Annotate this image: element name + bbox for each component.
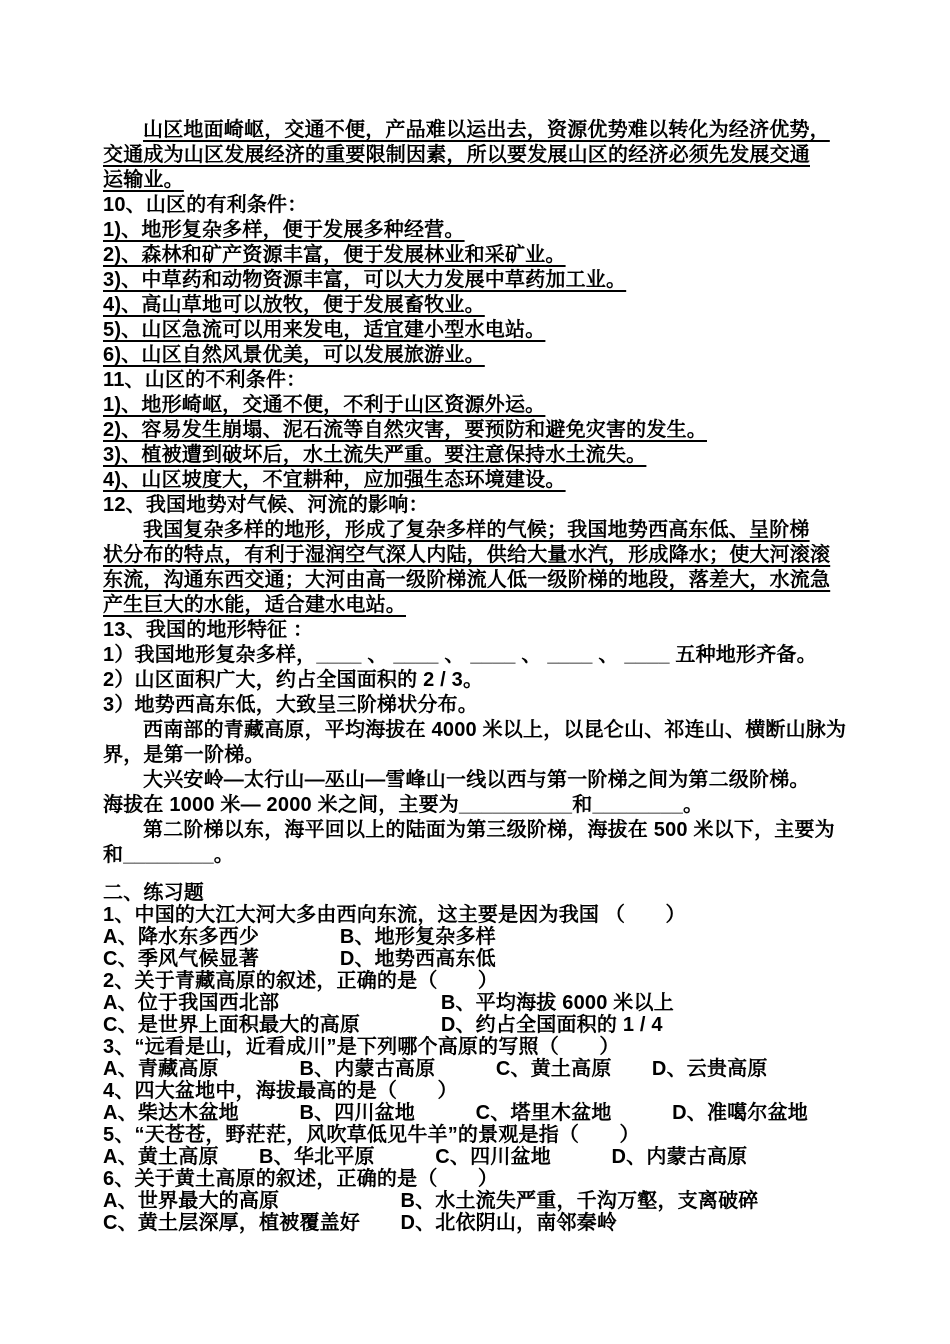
doc-line: 2）山区面积广大，约占全国面积的 2 / 3。: [103, 669, 484, 691]
doc-line: 界，是第一阶梯。: [103, 744, 265, 766]
doc-line: C、季风气候显著 D、地势西高东低: [103, 948, 496, 970]
doc-line: 6、关于黄土高原的叙述，正确的是（ ）: [103, 1168, 499, 1190]
doc-line: 4)、高山草地可以放牧，便于发展畜牧业。: [103, 294, 485, 316]
doc-line: A、降水东多西少 B、地形复杂多样: [103, 926, 496, 948]
doc-line: 5)、山区急流可以用来发电，适宜建小型水电站。: [103, 319, 546, 341]
doc-line: 我国复杂多样的地形，形成了复杂多样的气候；我国地势西高东低、呈阶梯: [143, 519, 810, 541]
doc-line: 6)、山区自然风景优美，可以发展旅游业。: [103, 344, 485, 366]
doc-line: 13、我国的地形特征 ：: [103, 619, 314, 641]
doc-line: 状分布的特点，有利于湿润空气深人内陆，供给大量水汽，形成降水；使大河滚滚: [103, 544, 831, 566]
doc-line: 1)、地形复杂多样，便于发展多种经营。: [103, 219, 465, 241]
doc-line: 1)、地形崎岖，交通不便，不利于山区资源外运。: [103, 394, 546, 416]
doc-line: 12、我国地势对气候、河流的影响：: [103, 494, 429, 516]
doc-line: 交通成为山区发展经济的重要限制因素，所以要发展山区的经济必须先发展交通: [103, 144, 810, 166]
doc-line: A、世界最大的高原 B、水土流失严重，千沟万壑，支离破碎: [103, 1190, 759, 1212]
doc-line: 3、“远看是山，近看成川”是下列哪个高原的写照（ ）: [103, 1036, 620, 1058]
practice-questions-section: [103, 882, 852, 1234]
doc-line: 东流，沟通东西交通；大河由高一级阶梯流人低一级阶梯的地段，落差大，水流急: [103, 569, 831, 591]
doc-line: A、青藏高原 B、内蒙古高原 C、黄土高原 D、云贵高原: [103, 1058, 768, 1080]
doc-line: 3）地势西高东低，大致呈三阶梯状分布。: [103, 694, 478, 716]
doc-line: 海拔在 1000 米— 2000 米之间，主要为__________和________。: [103, 794, 704, 816]
doc-line: 1、中国的大江大河大多由西向东流，这主要是因为我国 （ ）: [103, 904, 686, 926]
doc-line: 3)、中草药和动物资源丰富，可以大力发展中草药加工业。: [103, 269, 627, 291]
doc-line: 西南部的青藏高原，平均海拔在 4000 米以上，以昆仑山、祁连山、横断山脉为: [143, 719, 847, 741]
doc-line: 10、山区的有利条件：: [103, 194, 308, 216]
doc-line: C、黄土层深厚，植被覆盖好 D、北依阴山，南邻秦岭: [103, 1212, 618, 1234]
doc-line: 2)、森林和矿产资源丰富，便于发展林业和采矿业。: [103, 244, 566, 266]
doc-line: 2、关于青藏高原的叙述，正确的是（ ）: [103, 970, 499, 992]
doc-line: A、柴达木盆地 B、四川盆地 C、塔里木盆地 D、准噶尔盆地: [103, 1102, 808, 1124]
doc-line: 2)、容易发生崩塌、泥石流等自然灾害，要预防和避免灾害的发生。: [103, 419, 707, 441]
doc-line: 山区地面崎岖，交通不便，产品难以运出去，资源优势难以转化为经济优势，: [143, 119, 830, 141]
doc-line: 1）我国地形复杂多样，____ 、 ____ 、 ____ 、 ____ 、 ____ 五种地形齐备。: [103, 644, 817, 666]
doc-line: 5、“天苍苍，野茫茫，风吹草低见牛羊”的景观是指（ ）: [103, 1124, 640, 1146]
doc-line: 3)、植被遭到破坏后，水土流失严重。要注意保持水土流失。: [103, 444, 647, 466]
doc-line: 产生巨大的水能，适合建水电站。: [103, 594, 406, 616]
doc-line: C、是世界上面积最大的高原 D、约占全国面积的 1 / 4: [103, 1014, 663, 1036]
doc-line: 4、四大盆地中，海拔最高的是（ ）: [103, 1080, 458, 1102]
doc-line: 11、山区的不利条件：: [103, 369, 307, 391]
doc-line: 二、练习题: [103, 882, 204, 904]
doc-line: 大兴安岭—太行山—巫山—雪峰山一线以西与第一阶梯之间为第二级阶梯。: [143, 769, 810, 791]
doc-line: A、位于我国西北部 B、平均海拔 6000 米以上: [103, 992, 674, 1014]
doc-line: 4)、山区坡度大，不宜耕种，应加强生态环境建设。: [103, 469, 566, 491]
study-notes-section: [103, 118, 852, 868]
doc-line: 运输业。: [103, 169, 184, 191]
doc-line: A、黄土高原 B、华北平原 C、四川盆地 D、内蒙古高原: [103, 1146, 748, 1168]
doc-line: 第二阶梯以东，海平回以上的陆面为第三级阶梯，海拔在 500 米以下，主要为: [143, 819, 835, 841]
doc-line: 和________。: [103, 844, 234, 866]
